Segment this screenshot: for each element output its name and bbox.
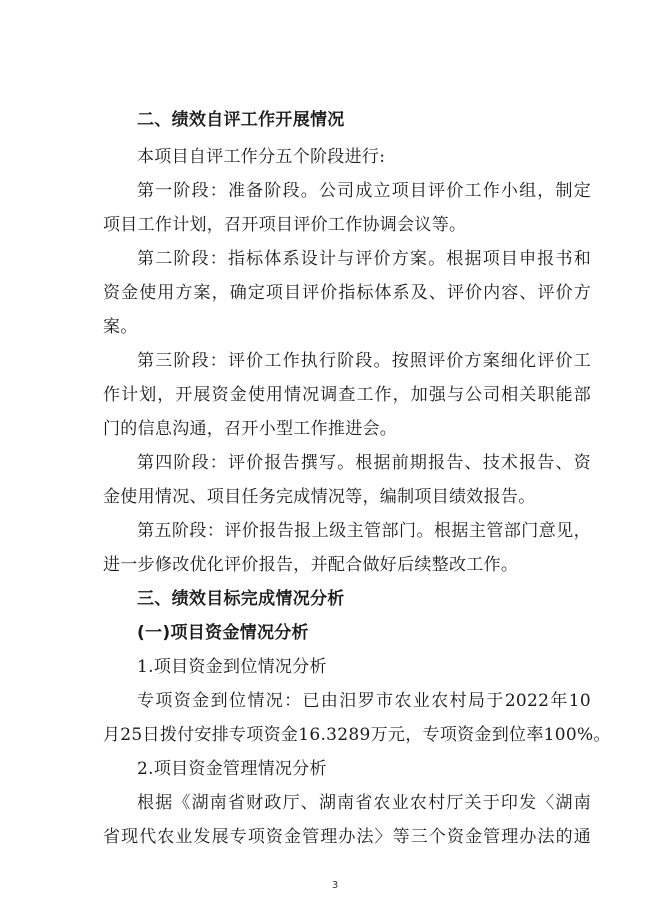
stage-4-line-1: 第四阶段：评价报告撰写。根据前期报告、技术报告、资 <box>137 453 591 473</box>
stage-3-line-2: 作计划，开展资金使用情况调查工作，加强与公司相关职能部 <box>103 385 591 405</box>
stage-5-line-2: 进一步修改优化评价报告，并配合做好后续整改工作。 <box>103 555 519 575</box>
item-2-line-1: 根据《湖南省财政厅、湖南省农业农村厅关于印发〈湖南 <box>137 793 591 813</box>
document-body <box>103 103 611 854</box>
stage-3-line-3: 门的信息沟通，召开小型工作推进会。 <box>103 419 398 439</box>
subsection-heading-1: (一)项目资金情况分析 <box>137 623 309 643</box>
page-number: 3 <box>331 880 339 891</box>
stage-2-line-3: 案。 <box>103 317 138 337</box>
section-heading-3: 三、绩效目标完成情况分析 <box>137 589 345 609</box>
item-1-line-2: 月25日拨付安排专项资金16.3289万元，专项资金到位率100%。 <box>103 725 611 745</box>
stage-5-line-1: 第五阶段：评价报告报上级主管部门。根据主管部门意见， <box>137 521 591 541</box>
stage-2-line-2: 资金使用方案，确定项目评价指标体系及、评价内容、评价方 <box>103 283 591 303</box>
section-heading-2: 二、绩效自评工作开展情况 <box>137 110 345 130</box>
stage-3-line-1: 第三阶段：评价工作执行阶段。按照评价方案细化评价工 <box>137 351 591 371</box>
item-heading-2: 2.项目资金管理情况分析 <box>137 759 327 779</box>
item-1-line-1: 专项资金到位情况：已由汨罗市农业农村局于2022年10 <box>137 691 591 711</box>
stage-1-line-1: 第一阶段：准备阶段。公司成立项目评价工作小组，制定 <box>137 181 591 201</box>
item-heading-1: 1.项目资金到位情况分析 <box>137 657 327 677</box>
stage-2-line-1: 第二阶段：指标体系设计与评价方案。根据项目申报书和 <box>137 249 591 269</box>
item-2-line-2: 省现代农业发展专项资金管理办法〉等三个资金管理办法的通 <box>103 827 591 847</box>
section-2-intro: 本项目自评工作分五个阶段进行: <box>137 147 386 167</box>
stage-4-line-2: 金使用情况、项目任务完成情况等，编制项目绩效报告。 <box>103 487 536 507</box>
stage-1-line-2: 项目工作计划，召开项目评价工作协调会议等。 <box>103 215 467 235</box>
